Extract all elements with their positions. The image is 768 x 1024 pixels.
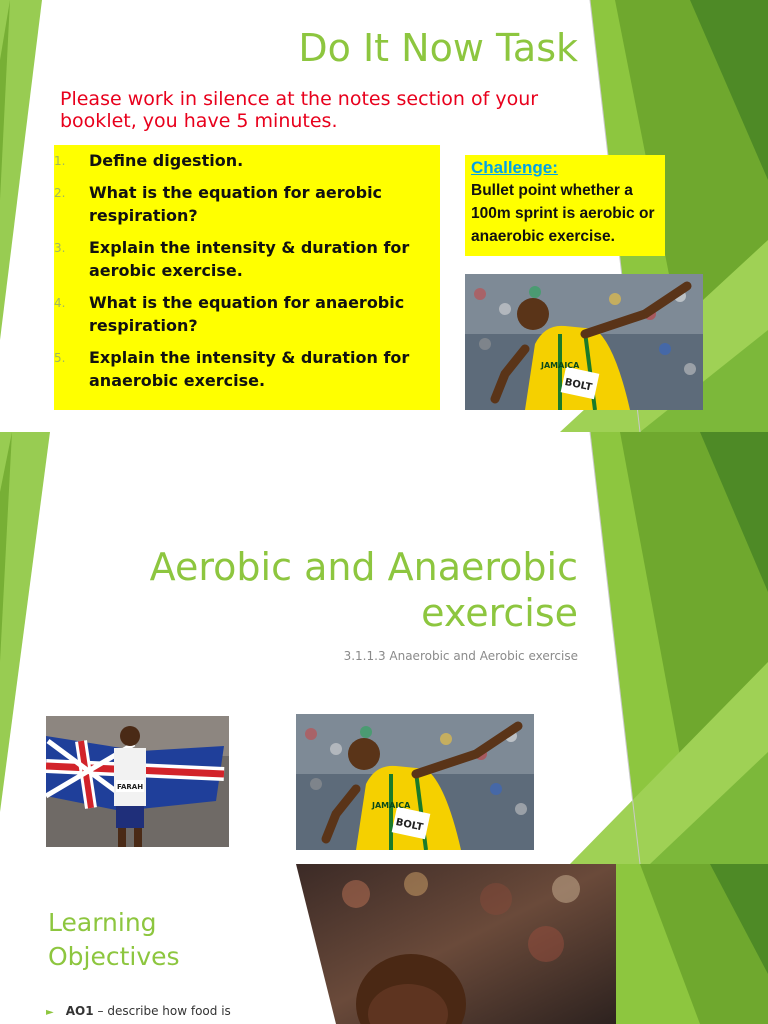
question-item: [54, 181, 440, 227]
question-number: 4.: [54, 296, 66, 310]
question-number: 1.: [54, 154, 66, 168]
slide-title: Do It Now Task: [298, 26, 578, 70]
sprinter-closeup-photo: [296, 864, 616, 1024]
photo-bib-text: FARAH: [117, 783, 144, 791]
instruction-text: Please work in silence at the notes section of your booklet, you have 5 minutes.: [60, 88, 539, 132]
question-item: [54, 149, 440, 172]
question-number: 3.: [54, 241, 66, 255]
question-number: 5.: [54, 351, 66, 365]
question-item: [54, 291, 440, 337]
question-text: What is the equation for aerobic respiration?: [89, 183, 383, 225]
objective-text: – describe how food is: [97, 1004, 231, 1018]
question-item: [54, 236, 440, 282]
slide-subtitle: 3.1.1.3 Anaerobic and Aerobic exercise: [343, 649, 578, 663]
challenge-box: [465, 155, 665, 256]
slide-title: [150, 544, 578, 636]
photo-vest-text: JAMAICA: [541, 361, 580, 370]
sprinter-photo: [296, 714, 534, 850]
question-list: [54, 149, 440, 401]
slide-title-page: [0, 432, 768, 864]
question-text: Explain the intensity & duration for aerobic exercise.: [89, 238, 410, 280]
photo-vest-text: JAMAICA: [372, 801, 411, 810]
questions-box: [54, 145, 440, 410]
title-line-2: exercise: [421, 591, 578, 635]
slide-do-it-now: [0, 0, 768, 432]
question-number: 2.: [54, 186, 66, 200]
question-text: What is the equation for anaerobic respiration?: [89, 293, 405, 335]
sprinter-photo: [465, 274, 703, 410]
challenge-title: Challenge:: [471, 158, 558, 177]
objective-bullet: [46, 1004, 231, 1018]
bullet-arrow-icon: ►: [46, 1007, 54, 1018]
objective-code: AO1: [65, 1004, 94, 1018]
question-text: Define digestion.: [89, 151, 244, 170]
title-line-1: Aerobic and Anaerobic: [149, 545, 578, 589]
slide-title: Learning Objectives: [48, 908, 180, 971]
runner-flag-photo: [46, 716, 229, 847]
photo-bib-text: BOLT: [394, 816, 425, 834]
challenge-text: Bullet point whether a 100m sprint is aerobic or anaerobic exercise.: [471, 182, 655, 245]
photo-bib-text: BOLT: [563, 376, 594, 394]
question-text: Explain the intensity & duration for anaerobic exercise.: [89, 348, 410, 390]
slide-learning-objectives: [0, 864, 768, 1024]
question-item: [54, 346, 440, 392]
